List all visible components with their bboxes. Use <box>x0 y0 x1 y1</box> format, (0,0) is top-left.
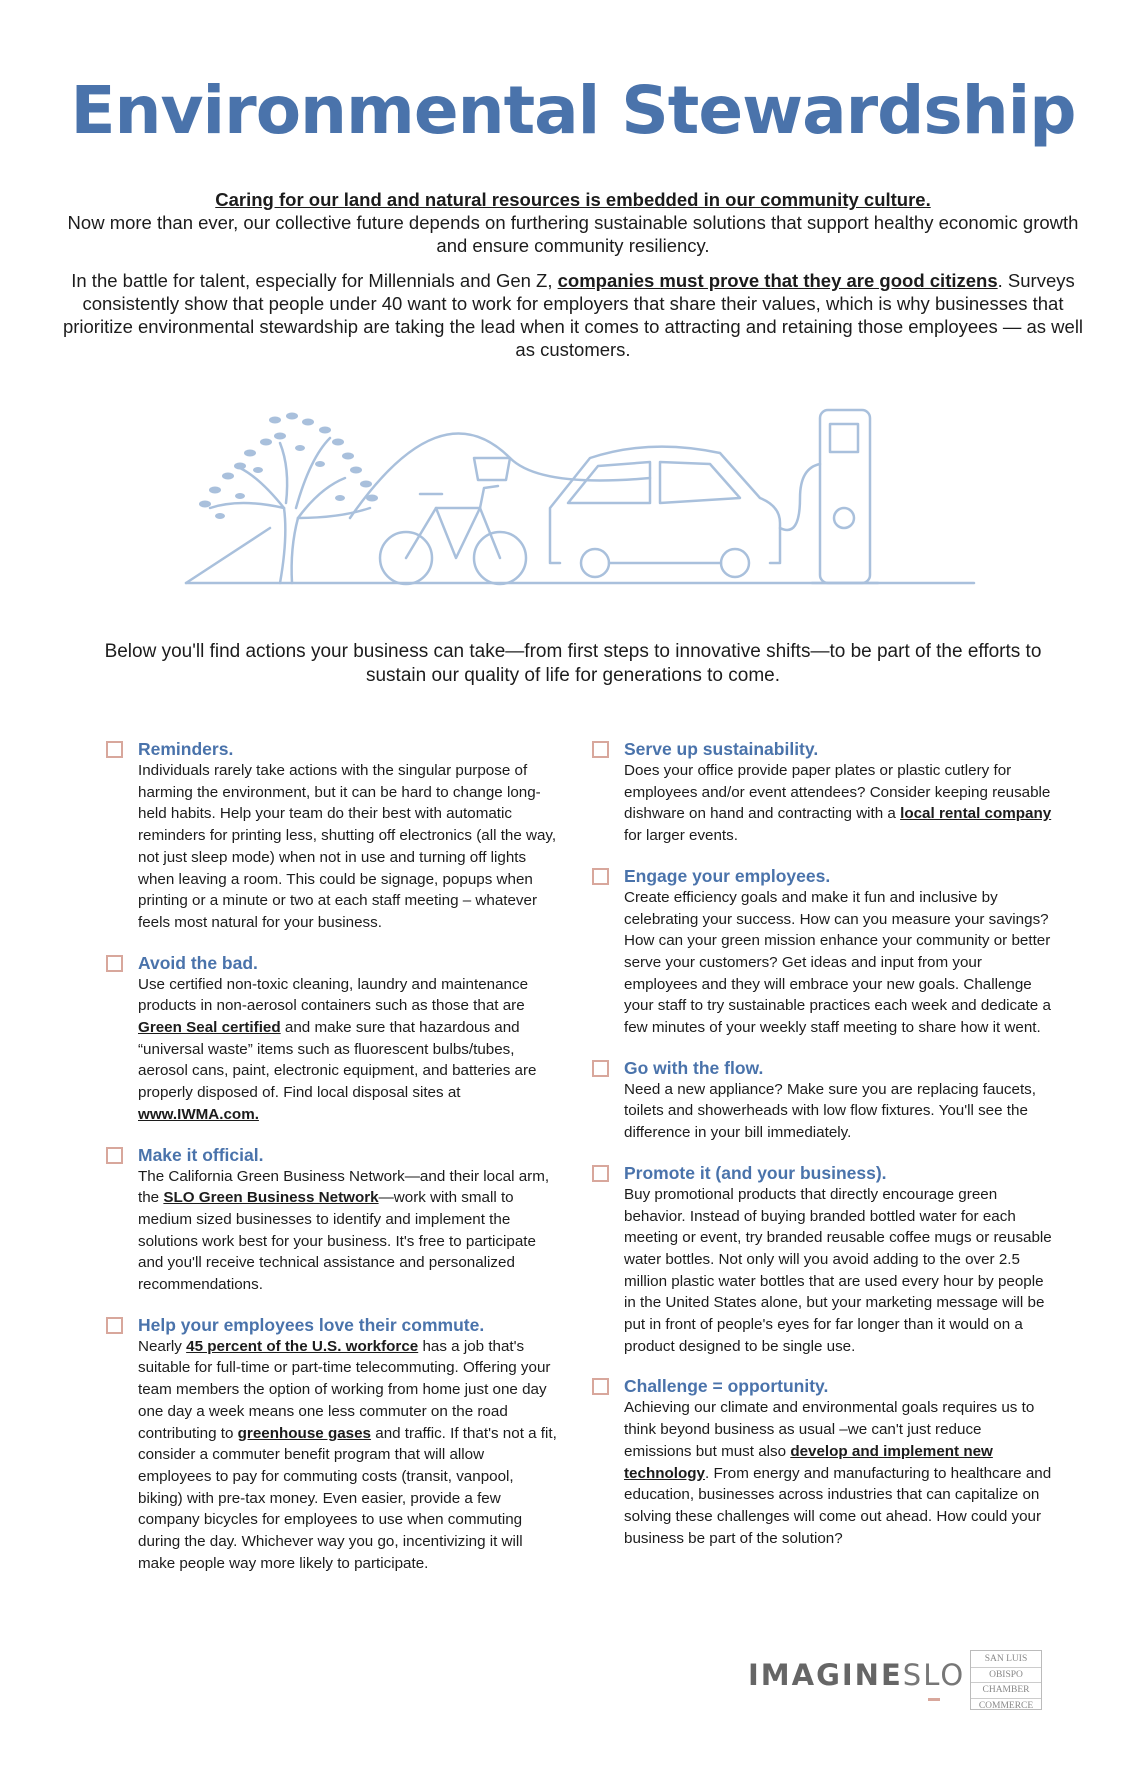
action-challenge <box>592 1375 1052 1549</box>
item-body <box>138 974 558 1126</box>
item-body <box>624 760 1052 847</box>
item-title: Go with the flow. <box>624 1057 764 1078</box>
checkbox[interactable] <box>592 1165 609 1182</box>
action-make-official <box>106 1144 558 1296</box>
page-title: Environmental Stewardship <box>70 72 1076 149</box>
intro-text-2b: . Surveys consistently show that people under 40 want to work for employers that share their values, which is why businesses that prioritize environmental stewardship are taking the lead when it comes to attracting and retaining those employees — as well as customers. <box>62 270 1084 360</box>
action-commute <box>106 1314 558 1575</box>
intro-paragraph-2 <box>60 269 1086 361</box>
greenhouse-gases-link[interactable]: greenhouse gases <box>237 1424 372 1442</box>
item-body: Buy promotional products that directly encourage green behavior. Instead of buying branded bottled water for each meeting or event, try branded reusable coffee mugs or reusable water bottles. Not only will you avoid adding to the over 2.5 million plastic water bottles that are used every hour by people in the United States alone, but your marketing message will be put in front of people's eyes for far longer than it would on a product designed to be single use. <box>624 1185 1052 1355</box>
item-title: Serve up sustainability. <box>624 739 819 759</box>
lead-paragraph: Below you'll find actions your business can take—from first steps to innovative shifts—to be part of the efforts to sustain our quality of life for generations to come. <box>104 641 1042 686</box>
checkbox[interactable] <box>592 868 609 885</box>
checkbox[interactable] <box>592 1378 609 1395</box>
bicycle-icon <box>380 458 526 584</box>
checkbox[interactable] <box>106 955 123 972</box>
iwma-link[interactable]: www.IWMA.com. <box>138 1105 259 1123</box>
body-text: The California Green Business Network—and their local arm, the <box>138 1167 550 1207</box>
checkbox[interactable] <box>592 1060 609 1077</box>
item-title: Engage your employees. <box>624 865 831 886</box>
item-body: Need a new appliance? Make sure you are replacing faucets, toilets and showerheads with low flow fixtures. You'll see the difference in your bill immediately. <box>624 1080 1036 1142</box>
charging-station-icon <box>780 410 878 583</box>
imagine-slo-logo <box>748 1658 965 1692</box>
body-text: has a job that's suitable for full-time or part-time telecommuting. Offering your team members the option of working from home just one day one day a week means one less commuter on the road contributing to <box>138 1337 551 1442</box>
chamber-line: SAN LUIS <box>971 1652 1041 1668</box>
item-title: Challenge = opportunity. <box>624 1376 829 1397</box>
action-reminders <box>106 738 558 934</box>
item-body <box>138 1166 558 1296</box>
green-seal-link[interactable]: Green Seal certified <box>138 1019 281 1037</box>
chamber-of-commerce-logo <box>970 1650 1042 1710</box>
body-text: . From energy and manufacturing to healthcare and education, businesses across industries that can capitalize on solving these challenges will come out ahead. How could your business be part of the solution? <box>624 1464 1052 1547</box>
checkbox[interactable] <box>106 1317 123 1334</box>
body-text: Does your office provide paper plates or plastic cutlery for employees and/or event attendees? Consider keeping reusable dishware on hand and contracting with a <box>624 762 1051 823</box>
intro <box>60 188 1086 373</box>
good-citizens-link[interactable]: companies must prove that they are good citizens <box>557 270 998 291</box>
right-column <box>592 738 1052 1567</box>
checkbox[interactable] <box>106 741 123 758</box>
logo-accent-bar <box>928 1698 940 1701</box>
intro-headline-link[interactable]: Caring for our land and natural resources is embedded in our community culture. <box>215 189 931 210</box>
item-body: Individuals rarely take actions with the singular purpose of harming the environment, but it can be hard to change long-held habits. Help your team do their best with automatic reminders for printing less, shutting off electronics (all the way, not just sleep mode) when not in use and turning off lights when leaving a room. This could be signage, popups when printing or a minute or two at each staff meeting – whatever feels most natural for your business. <box>138 762 557 931</box>
workforce-link[interactable]: 45 percent of the U.S. workforce <box>186 1337 419 1355</box>
body-text: and make sure that hazardous and “universal waste” items such as fluorescent bulbs/tubes, aerosol cans, paint, electronic equipment, and batteries are properly disposed of. Find local disposal sites at <box>138 1019 537 1102</box>
landscape-illustration <box>180 398 980 590</box>
local-rental-link[interactable]: local rental company <box>900 805 1052 823</box>
body-text: Nearly <box>138 1337 182 1355</box>
checkbox[interactable] <box>106 1147 123 1164</box>
action-go-with-flow <box>592 1057 1052 1144</box>
intro-text-1: Now more than ever, our collective future depends on furthering sustainable solutions that support healthy economic growth and ensure community resiliency. <box>67 212 1079 256</box>
item-title: Promote it (and your business). <box>624 1162 887 1183</box>
car-icon <box>550 447 780 577</box>
checkbox[interactable] <box>592 741 609 758</box>
body-text: Achieving our climate and environmental goals requires us to think beyond business as usual –we can't just reduce emissions but must also <box>624 1399 1035 1460</box>
new-technology-link[interactable]: develop and implement new technology <box>624 1442 993 1482</box>
body-text: —work with small to medium sized businesses to identify and implement the solutions work best for your business. It's free to participate and you'll receive technical assistance and personalized recommendations. <box>138 1189 536 1294</box>
left-column <box>106 738 558 1593</box>
item-title: Make it official. <box>138 1144 264 1165</box>
slo-green-business-link[interactable]: SLO Green Business Network <box>163 1189 379 1207</box>
body-text: and traffic. If that's not a fit, consider a commuter benefit program that will allow employees to pay for commuting costs (transit, vanpool, biking) with pre-tax money. Even easier, provide a few company bicycles for employees to use when commuting during the day. Whichever way you go, incentivizing it will make people way more likely to participate. <box>138 1424 557 1572</box>
action-promote <box>592 1162 1052 1358</box>
item-title: Avoid the bad. <box>138 952 258 973</box>
action-serve-sustainability <box>592 738 1052 847</box>
chamber-line: COMMERCE <box>978 1700 1034 1711</box>
item-title: Reminders. <box>138 739 234 759</box>
body-text: Use certified non-toxic cleaning, laundry and maintenance products in non-aerosol containers such as those that are <box>138 975 529 1015</box>
chamber-line: OBISPO <box>971 1668 1041 1684</box>
item-title: Help your employees love their commute. <box>138 1314 485 1335</box>
imagine-word: IMAGINE <box>748 1658 903 1692</box>
slo-word: SLO <box>902 1658 966 1692</box>
item-body: Create efficiency goals and make it fun and inclusive by celebrating your success. How can you measure your savings? How can your green mission enhance your community or better serve your customers? Get ideas and input from your employees and they will embrace your new goals. Challenge your staff to try sustainable practices each week and dedicate a few minutes of your weekly staff meeting to share how it went. <box>624 888 1051 1037</box>
intro-paragraph-1 <box>60 188 1086 257</box>
intro-text-2a: In the battle for talent, especially for Millennials and Gen Z, <box>71 270 553 291</box>
item-body <box>624 1397 1052 1549</box>
action-engage-employees <box>592 865 1052 1039</box>
body-text: for larger events. <box>624 827 738 845</box>
item-body <box>138 1336 558 1575</box>
chamber-line: CHAMBER <box>971 1683 1041 1699</box>
action-avoid-bad <box>106 952 558 1126</box>
